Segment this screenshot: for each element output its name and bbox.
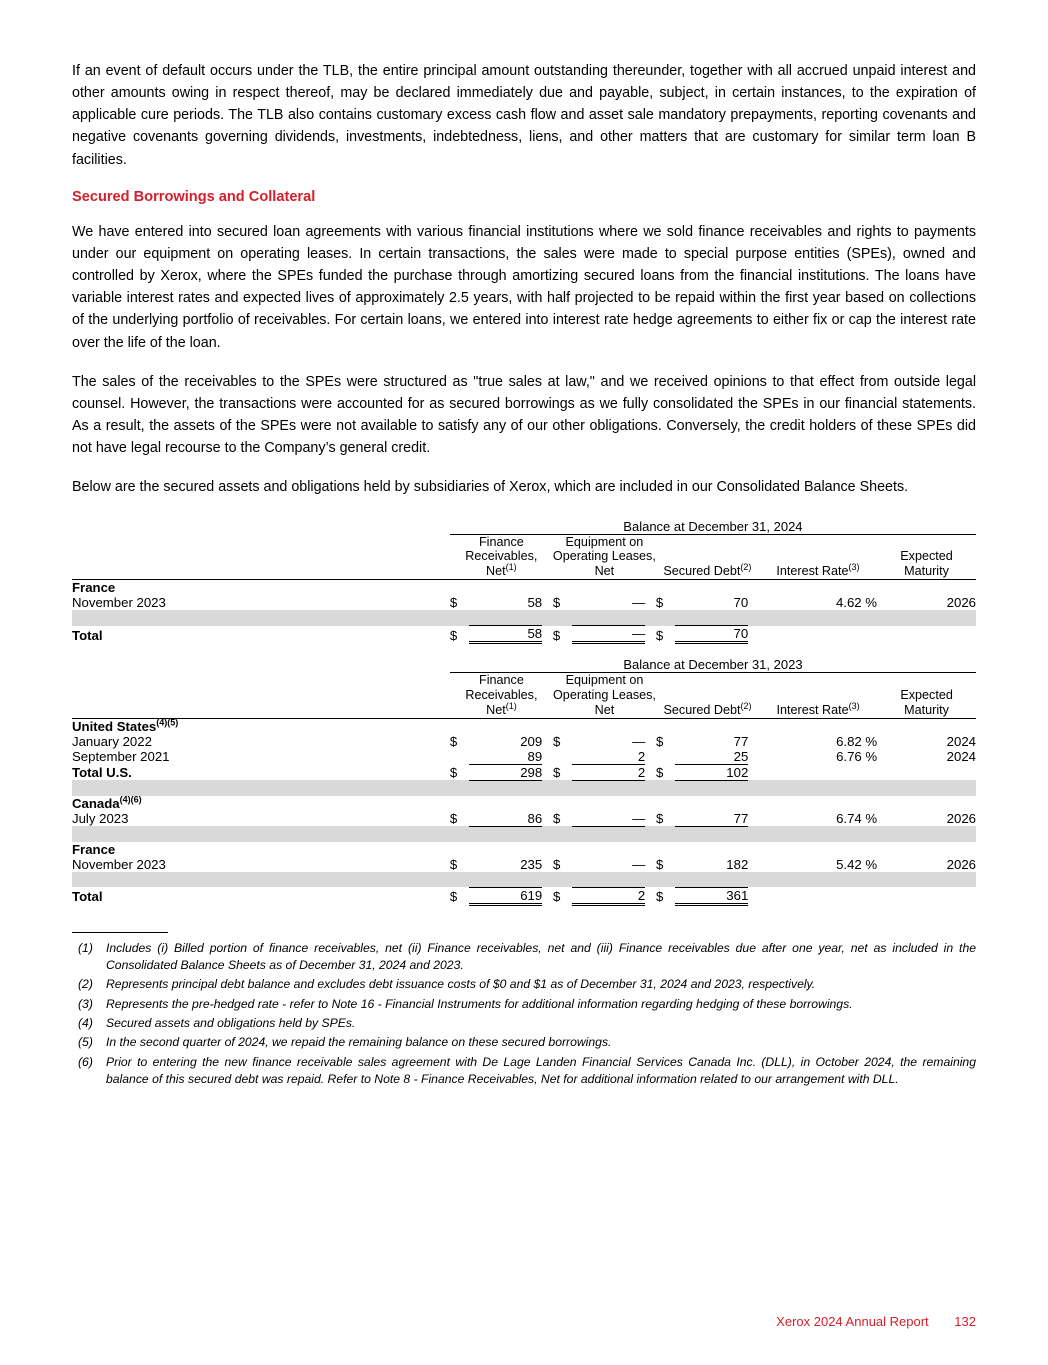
footnote-ref-4-6: (4)(6) [119,794,142,805]
cell-currency: $ [449,733,458,749]
cell-secured-debt: 25 [675,749,748,765]
cell-currency [656,749,675,765]
cell-total-equipment: 2 [572,887,645,904]
cell-currency: $ [656,811,664,827]
row-label-november-2023: November 2023 [72,856,166,872]
footnote-ref-4-5: (4)(5) [156,717,179,728]
cell-secured-debt: 77 [733,733,749,749]
cell-subtotal-finance-receivables: 298 [469,764,542,780]
header-equipment-operating-leases: Equipment on Operating Leases, Net [552,534,656,579]
footnote-marker: (1) [78,940,93,955]
footnote-marker: (3) [78,996,93,1011]
header-interest-rate: Interest Rate$^{(3)}$ [759,673,877,719]
row-label-september-2021: September 2021 [72,749,170,765]
balance-title-2023: Balance at December 31, 2023 [450,657,976,673]
table-row [72,734,976,749]
cell-currency: $ [552,856,561,872]
cell-finance-receivables: 89 [469,749,542,765]
cell-currency: $ [449,811,458,827]
table-shade-row [72,872,976,888]
cell-currency: $ [552,889,561,905]
cell-currency: $ [655,595,664,611]
footnote-text: Represents the pre-hedged rate - refer to Note 16 - Financial Instruments for additional information regarding hedging of these borrowings. [106,996,853,1011]
cell-expected-maturity: 2026 [946,595,976,611]
cell-equipment: 2 [572,749,645,765]
cell-equipment: — [572,811,645,827]
cell-currency: $ [449,856,458,872]
header-finance-receivables: Finance Receivables, Net$^{(1)}$ [450,673,553,719]
row-label-january-2022: January 2022 [72,733,152,749]
header-interest-rate: Interest Rate$^{(3)}$ [759,534,877,580]
row-label-total: Total [72,889,103,905]
cell-currency: $ [655,627,664,643]
table-2023-balance-title-row [72,657,976,673]
table-row-group-france-2023 [72,842,976,857]
table-2024-balance-title-row [72,519,976,535]
footnote-ref-2: (2) [740,562,752,573]
table-row [72,857,976,872]
cell-currency: $ [552,733,561,749]
table-total-row-2023 [72,887,976,904]
footnote-marker: (4) [78,1015,93,1030]
header-equipment-operating-leases: Equipment on Operating Leases, Net [553,673,656,717]
cell-expected-maturity: 2024 [946,749,976,765]
header-secured-debt: Secured Debt$^{(2)}$ [656,534,759,580]
header-expected-maturity: Expected Maturity [877,673,976,719]
cell-currency: $ [552,627,561,643]
table-row [72,749,976,765]
footer-page-number: 132 [954,1314,976,1329]
row-label-france: France [72,580,116,596]
cell-currency: $ [656,856,664,872]
paragraph-3: Below are the secured assets and obligations held by subsidiaries of Xerox, which are included in our Consolidated Balance Sheets. [72,479,909,496]
cell-currency: $ [449,889,458,905]
footnote-ref-3: (3) [848,562,860,573]
cell-total-secured-debt: 70 [675,626,748,643]
footnote-text: In the second quarter of 2024, we repaid the remaining balance on these secured borrowings. [106,1035,612,1050]
cell-secured-debt: 70 [733,595,749,611]
cell-secured-debt: 182 [726,856,749,872]
table-2024-header-row [72,534,976,580]
footnote-text: Includes (i) Billed portion of finance receivables, net (ii) Finance receivables, net and (iii) Finance receivables due after one year, net as included in the Consolidated Balance Sheets as of December 31, 2024 and 2023. [106,940,976,972]
cell-interest-rate: 6.82 % [836,733,878,749]
balance-title-2024: Balance at December 31, 2024 [450,519,976,535]
footnote-text: Secured assets and obligations held by SPEs. [106,1015,356,1030]
cell-currency [553,749,572,765]
header-expected-maturity: Expected Maturity [877,534,976,580]
cell-finance-receivables: 209 [520,733,543,749]
cell-interest-rate: 5.42 % [836,856,878,872]
paragraph-1: We have entered into secured loan agreements with various financial institutions where we sold finance receivables and rights to payments under our equipment on operating leases. In certain transactions, the sales were made to special purpose entities (SPEs), owned and controlled by Xerox, where the SPEs funded the purchase through amortizing secured loans from the financial institutions. The loans have variable interest rates and expected lives of approximately 2.5 years, with half projected to be repaid within the first year based on collections of the underlying portfolio of receivables. For certain loans, we entered into interest rate hedge agreements to either fix or cap the interest rate over the life of the loan. [72,223,976,351]
header-secured-debt: Secured Debt$^{(2)}$ [656,673,759,719]
row-label-total: Total [72,627,103,643]
footnote-marker: (6) [78,1054,93,1069]
cell-finance-receivables: 58 [527,595,543,611]
cell-currency: $ [449,765,458,781]
cell-total-equipment: — [572,626,645,643]
secured-borrowings-table-2023 [72,646,976,906]
footnote-marker: (5) [78,1035,93,1050]
cell-equipment: — [632,733,646,749]
page-footer [776,1314,976,1329]
cell-currency: $ [656,733,664,749]
table-row-group-united-states [72,718,976,734]
cell-interest-rate: 6.74 % [836,811,878,827]
table-shade-row [72,780,976,796]
footer-report-title: Xerox 2024 Annual Report [776,1314,929,1329]
footnote-item [72,996,976,1013]
cell-subtotal-secured-debt: 102 [675,764,748,780]
footnote-item [72,1034,976,1051]
table-subtotal-row-us [72,764,976,780]
table-2023-header-row [72,673,976,719]
footnote-text: Represents principal debt balance and excludes debt issuance costs of $0 and $1 as of December 31, 2024 and 2023, respectively. [106,977,816,992]
table-shade-row [72,610,976,626]
footnote-item [72,976,976,993]
cell-currency: $ [656,889,664,905]
footnote-ref-2: (2) [740,700,752,711]
cell-interest-rate: 4.62 % [835,595,878,611]
cell-secured-debt: 77 [675,811,748,827]
row-label-canada: Canada$^{(4)(6)}$ [72,794,142,811]
row-label-july-2023: July 2023 [72,811,129,827]
table-row-group-france-2024 [72,580,976,596]
cell-total-finance-receivables: 58 [469,626,542,643]
cell-currency: $ [552,595,561,611]
cell-equipment: — [631,595,646,611]
footnote-ref-1: (1) [505,562,517,573]
cell-finance-receivables: 86 [469,811,542,827]
cell-currency [450,749,469,765]
cell-interest-rate: 6.76 % [836,749,878,765]
cell-finance-receivables: 235 [520,856,543,872]
intro-paragraph: If an event of default occurs under the TLB, the entire principal amount outstanding thereunder, together with all accrued unpaid interest and other amounts owing in respect thereof, may be declared immediately due and payable, subject, in certain instances, to the expiration of applicable cure periods. The TLB also contains customary excess cash flow and asset sale mandatory prepayments, reporting covenants and negative covenants governing dividends, investments, indebtedness, liens, and other matters that are customary for similar term loan B facilities. [72,63,976,168]
cell-currency: $ [656,765,664,781]
cell-currency: $ [449,627,458,643]
table-total-row-2024 [72,626,976,643]
cell-equipment: — [632,856,646,872]
footnote-text: Prior to entering the new finance receivable sales agreement with De Lage Landen Financial Services Canada Inc. (DLL), in October 2024, the remaining balance of this secured debt was repaid. Refer to Note 8 - Finance Receivables, Net for additional information related to our arrangement with DLL. [106,1054,976,1086]
cell-total-secured-debt: 361 [675,887,748,904]
table-row [72,595,976,610]
footnote-ref-1: (1) [505,700,517,711]
cell-total-finance-receivables: 619 [469,887,542,904]
cell-currency: $ [552,811,561,827]
cell-subtotal-equipment: 2 [572,764,645,780]
table-row-group-canada [72,796,976,811]
table-row [72,811,976,827]
row-label-france: France [72,841,116,857]
cell-expected-maturity: 2024 [946,733,976,749]
paragraph-2: The sales of the receivables to the SPEs were structured as "true sales at law," and we received opinions to that effect from outside legal counsel. However, the transactions were accounted for as secured borrowings as we fully consolidated the SPEs in our financial statements. As a result, the assets of the SPEs were not available to satisfy any of our other obligations. Conversely, the credit holders of these SPEs did not have legal recourse to the Company’s general credit. [72,373,976,457]
cell-currency: $ [449,595,458,611]
row-label-november-2023: November 2023 [72,595,166,611]
footnote-marker: (2) [78,977,93,992]
footnote-item [72,1015,976,1032]
table-spacer-row [72,646,976,657]
cell-currency: $ [552,765,561,781]
footnote-item [72,1054,976,1089]
cell-expected-maturity: 2026 [946,856,976,872]
table-shade-row [72,826,976,842]
cell-expected-maturity: 2026 [946,811,976,827]
footnote-item [72,940,976,975]
row-label-total-us: Total U.S. [72,765,132,781]
footnote-ref-3: (3) [848,700,860,711]
secured-borrowings-table-2024 [72,519,976,645]
footnotes-list [72,940,976,1089]
row-label-united-states: United States$^{(4)(5)}$ [72,717,179,734]
section-heading: Secured Borrowings and Collateral [72,188,316,205]
footnote-divider [72,932,168,933]
header-finance-receivables: Finance Receivables, Net$^{(1)}$ [450,534,553,580]
